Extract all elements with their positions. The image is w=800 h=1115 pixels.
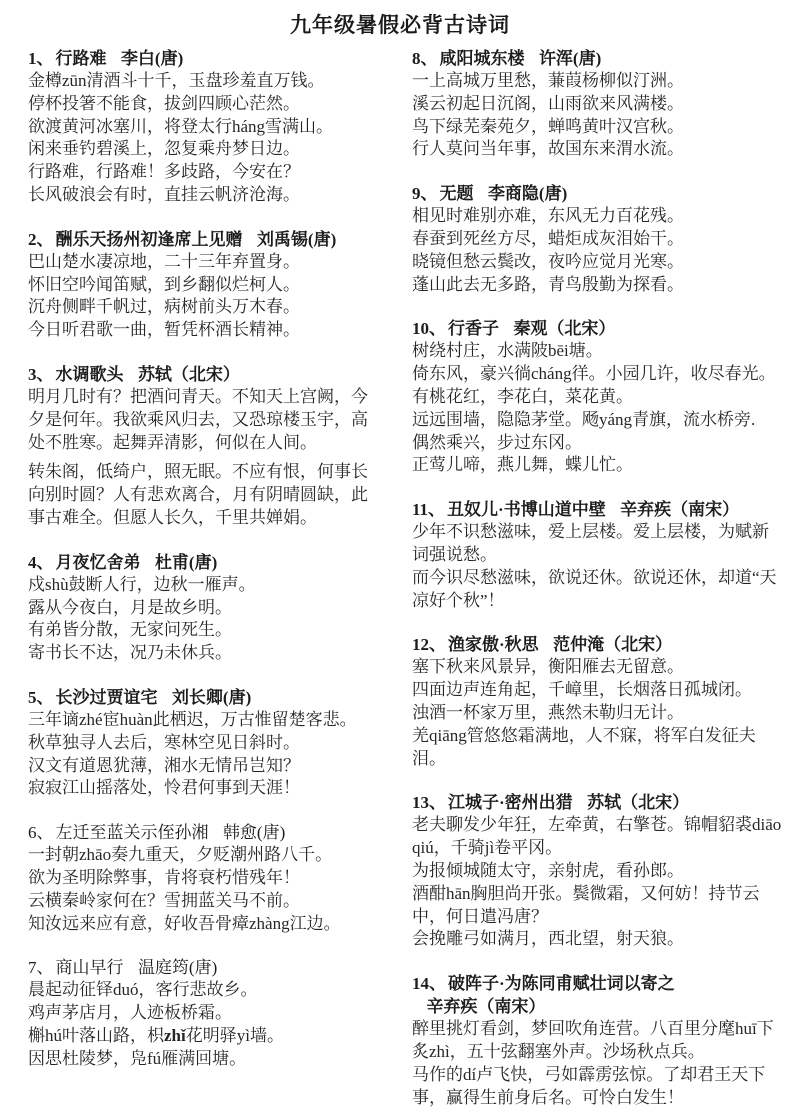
- poem-number: 9、: [412, 184, 438, 204]
- poem-author: 温庭筠(唐): [137, 958, 218, 978]
- poem-line: [28, 461, 380, 529]
- poem-line: 因思杜陵梦，凫fú雁满回塘。: [28, 1048, 247, 1068]
- poem-section: [28, 821, 380, 935]
- poem-section: [412, 498, 784, 612]
- poem-heading: [412, 182, 784, 205]
- poem-line: 怀旧空吟闻笛赋，到乡翻似烂柯人。: [28, 274, 300, 294]
- poem-number: 5、: [28, 687, 54, 707]
- poem-author: 范仲淹（北宋）: [553, 635, 673, 655]
- poem-author: 秦观（北宋）: [513, 319, 616, 339]
- poem-line: 晓镜但愁云鬓改，夜吟应觉月光寒。: [412, 251, 684, 271]
- poem-number: 4、: [28, 552, 54, 572]
- poem-line: 长风破浪会有时，直挂云帆济沧海。: [28, 184, 300, 204]
- poem-section: [412, 182, 784, 296]
- poem-number: 6、: [28, 823, 54, 843]
- poem-line: 欲渡黄河冰塞川，将登太行háng雪满山。: [28, 116, 334, 136]
- poem-line: 远远围墙，隐隐茅堂。飏yáng青旗，流水桥旁.: [412, 409, 756, 429]
- poem-section: [412, 317, 784, 477]
- poem-heading: [28, 228, 380, 251]
- poem-title: 左迁至蓝关示侄孙湘: [55, 823, 209, 843]
- pinyin-annotation-bold: zhǐ: [164, 1025, 186, 1045]
- poem-heading: [412, 47, 784, 70]
- poem-author: 苏轼（北宋）: [137, 364, 240, 384]
- poem-heading: [412, 633, 784, 656]
- poem-heading: [412, 972, 784, 1018]
- poem-title: 行香子: [448, 319, 499, 339]
- poem-number: 7、: [28, 958, 54, 978]
- poem-line: 溪云初起日沉阁，山雨欲来风满楼。: [412, 93, 684, 113]
- poem-section: [28, 363, 380, 530]
- poem-title: 江城子·密州出猎: [448, 793, 573, 813]
- right-column: [412, 47, 784, 1115]
- poem-number: 2、: [28, 229, 54, 249]
- poem-author: 许浑(唐): [538, 49, 602, 68]
- poem-section: [412, 972, 784, 1109]
- poem-line: 行路难，行路难！多歧路，今安在？: [28, 162, 300, 182]
- poem-heading: [28, 47, 380, 70]
- poem-line: 倚东风，豪兴徜cháng徉。小园几许，收尽春光。: [412, 364, 776, 384]
- page-title: 九年级暑假必背古诗词: [290, 13, 510, 37]
- poem-line: [28, 1025, 380, 1048]
- poem-number: 12、: [412, 635, 446, 655]
- text-segment: 转朱阁，低绮户，照无眠。不应有恨，何事长向别时圆？人有悲欢离合，月有阴晴圆缺，此事古难全。但愿人长久，千里共婵娟。: [28, 462, 368, 527]
- poem-line: 巴山楚水凄凉地，二十三年弃置身。: [28, 251, 300, 271]
- poem-line: 金樽zūn清酒斗十千，玉盘珍羞直万钱。: [28, 71, 325, 90]
- poem-title: 破阵子·为陈同甫赋壮词以寄之: [448, 974, 675, 994]
- poem-line: 云横秦岭家何在？雪拥蓝关马不前。: [28, 890, 300, 910]
- left-column: [28, 47, 380, 1092]
- poem-author: 杜甫(唐): [154, 552, 218, 572]
- poem-author: 韩愈(唐): [222, 823, 286, 843]
- poem-line: 酒酣hān胸胆尚开张。鬓微霜，又何妨！持节云中，何日遣冯唐？: [412, 883, 760, 926]
- poem-line: 有桃花红，李花白，菜花黄。: [412, 386, 633, 406]
- poem-line: 闲来垂钓碧溪上，忽复乘舟梦日边。: [28, 139, 300, 159]
- poem-line: 有弟皆分散，无家问死生。: [28, 620, 232, 640]
- poem-line: 四面边声连角起，千嶂里，长烟落日孤城闭。: [412, 680, 752, 700]
- two-column-layout: [0, 38, 800, 1115]
- poem-line: 羌qiāng管悠悠霜满地，人不寐，将军白发征夫泪。: [412, 725, 756, 768]
- poem-line: 偶然乘兴，步过东冈。: [412, 432, 582, 452]
- poem-line: 塞下秋来风景异，衡阳雁去无留意。: [412, 657, 684, 677]
- poem-heading: [412, 317, 784, 340]
- poem-line: 停杯投箸不能食，拔剑四顾心茫然。: [28, 93, 300, 113]
- poem-line: 正莺儿啼，燕儿舞，蝶儿忙。: [412, 455, 633, 475]
- poem-number: 13、: [412, 793, 446, 813]
- poem-heading: [28, 686, 380, 709]
- poem-line: 晨起动征铎duó，客行悲故乡。: [28, 980, 258, 1000]
- poem-line: 老夫聊发少年狂，左牵黄，右擎苍。锦帽貂裘diāo qiú，千骑jì卷平冈。: [412, 815, 782, 858]
- poem-section: [412, 791, 784, 951]
- poem-section: [28, 551, 380, 665]
- poem-author: 辛弃疾（南宋）: [620, 500, 740, 520]
- poem-heading: [412, 791, 784, 814]
- poem-line: 鸟下绿芜秦苑夕，蝉鸣黄叶汉宫秋。: [412, 116, 684, 136]
- poem-title: 长沙过贾谊宅: [55, 687, 158, 707]
- poem-line: 汉文有道恩犹薄，湘水无情吊岂知？: [28, 755, 300, 775]
- poem-line: 一封朝zhāo奏九重天，夕贬潮州路八千。: [28, 845, 333, 865]
- poem-title: 商山早行: [55, 958, 124, 978]
- poem-title: 行路难: [55, 49, 107, 68]
- poem-number: 11、: [412, 500, 446, 520]
- poem-line: 蓬山此去无多路，青鸟殷勤为探看。: [412, 274, 684, 294]
- poem-line: 三年谪zhé宦huàn此栖迟，万古惟留楚客悲。: [28, 709, 357, 729]
- text-segment: 花明驿yì墙。: [185, 1025, 284, 1045]
- poem-section: [28, 47, 380, 207]
- poem-line: 春蚕到死丝方尽，蜡炬成灰泪始干。: [412, 228, 684, 248]
- poem-line: 浊酒一杯家万里，燕然未勒归无计。: [412, 702, 684, 722]
- poem-line: 露从今夜白，月是故乡明。: [28, 597, 232, 617]
- poem-line: 少年不识愁滋味，爱上层楼。爱上层楼，为赋新词强说愁。: [412, 522, 769, 564]
- poem-section: [28, 686, 380, 800]
- poem-author: 辛弃疾（南宋）: [426, 997, 546, 1017]
- poem-heading: [28, 956, 380, 979]
- poem-line: 相见时难别亦难，东风无力百花残。: [412, 206, 684, 226]
- poem-section: [412, 47, 784, 161]
- poem-author: 刘长卿(唐): [171, 687, 252, 707]
- poem-author: 李商隐(唐): [487, 184, 568, 204]
- poem-heading: [28, 551, 380, 574]
- poem-line: 会挽雕弓如满月，西北望，射天狼。: [412, 929, 684, 949]
- text-segment: 槲hú叶落山路，枳: [28, 1025, 164, 1045]
- poem-number: 14、: [412, 974, 446, 994]
- poem-line: 马作的dí卢飞快，弓如霹雳弦惊。了却君王天下事，赢得生前身后名。可怜白发生！: [412, 1064, 766, 1107]
- poem-line: 树绕村庄，水满陂bēi塘。: [412, 341, 603, 361]
- poem-line: 为报倾城随太守，亲射虎，看孙郎。: [412, 860, 684, 880]
- poem-section: [28, 228, 380, 342]
- poem-title: 渔家傲·秋思: [448, 635, 539, 655]
- poem-author: 刘禹锡(唐): [256, 229, 337, 249]
- poem-line: 一上高城万里愁，蒹葭杨柳似汀洲。: [412, 71, 684, 90]
- poem-title: 咸阳城东楼: [439, 49, 525, 68]
- poem-number: 1、: [28, 49, 54, 68]
- poem-number: 8、: [412, 49, 438, 68]
- poem-heading: [28, 363, 380, 386]
- poem-heading: [412, 498, 784, 521]
- poem-line: 醉里挑灯看剑，梦回吹角连营。八百里分麾huī下炙zhì，五十弦翻塞外声。沙场秋点兵。: [412, 1019, 774, 1061]
- poem-title: 丑奴儿·书博山道中壁: [447, 500, 606, 520]
- poem-title: 月夜忆舍弟: [55, 552, 141, 572]
- poem-section: [28, 956, 380, 1070]
- poem-author: 李白(唐): [120, 49, 184, 68]
- poem-line: 鸡声茅店月，人迹板桥霜。: [28, 1003, 232, 1023]
- poem-line: 寄书长不达，况乃未休兵。: [28, 643, 232, 663]
- poem-title: 水调歌头: [55, 364, 124, 384]
- poem-section: [412, 633, 784, 770]
- poem-line: 行人莫问当年事，故国东来渭水流。: [412, 139, 684, 159]
- poem-number: 10、: [412, 319, 446, 339]
- poem-line: 戍shù鼓断人行，边秋一雁声。: [28, 574, 256, 594]
- poem-line: 明月几时有？把酒问青天。不知天上宫阙，今夕是何年。我欲乘风归去，又恐琼楼玉宇，高处不胜寒。起舞弄清影，何似在人间。: [28, 386, 368, 452]
- poem-line: 而今识尽愁滋味，欲说还休。欲说还休，却道“天凉好个秋”！: [412, 567, 777, 610]
- poem-title: 无题: [439, 184, 474, 204]
- poem-line: 知汝远来应有意，好收吾骨瘴zhàng江边。: [28, 913, 341, 933]
- poem-line: 今日听君歌一曲，暂凭杯酒长精神。: [28, 320, 300, 340]
- poem-number: 3、: [28, 364, 54, 384]
- poem-line: 寂寂江山摇落处，怜君何事到天涯！: [28, 778, 300, 798]
- poem-line: 秋草独寻人去后，寒林空见日斜时。: [28, 732, 300, 752]
- poem-author: 苏轼（北宋）: [587, 793, 690, 813]
- poem-heading: [28, 821, 380, 844]
- poem-line: 欲为圣明除弊事，肯将衰朽惜残年！: [28, 867, 300, 887]
- poem-title: 酬乐天扬州初逢席上见赠: [55, 229, 243, 249]
- poem-line: 沉舟侧畔千帆过，病树前头万木春。: [28, 297, 300, 317]
